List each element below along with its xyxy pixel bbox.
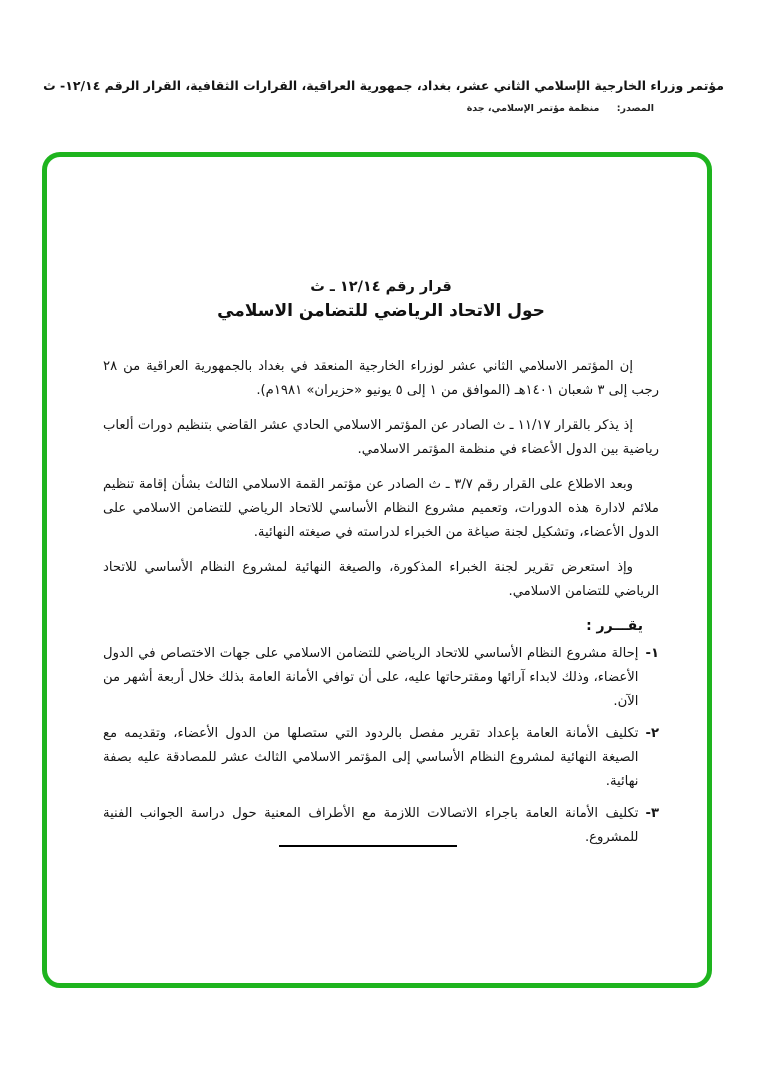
decision-item-3: [103, 802, 659, 850]
paragraph-preamble: إن المؤتمر الاسلامي الثاني عشر لوزراء الخارجية المنعقد في بغداد بالجمهورية العراقية من ٢٨ رجب إلى ٣ شعبان ١٤٠١هـ (الموافق من ١ إلى ٥ يونيو «حزيران» ١٩٨١م).: [103, 359, 659, 398]
paragraph-having-examined: وإذ استعرض تقرير لجنة الخبراء المذكورة، والصيغة النهائية لمشروع النظام الأساسي للاتحاد الرياضي للتضامن الاسلامي.: [103, 560, 659, 599]
decision-1-text: إحالة مشروع النظام الأساسي للاتحاد الرياضي للتضامن الاسلامي على جهات الاختصاص في الدول الأعضاء، وذلك لابداء آرائها ومقترحاتها عليه، على أن توافي الأمانة العامة بذلك خلال أربعة أشهر من الآن.: [103, 646, 639, 709]
decision-1-number: ١-: [645, 646, 659, 661]
decision-item-1: [103, 642, 659, 714]
document-header-title: مؤتمر وزراء الخارجية الإسلامي الثاني عشر، بغداد، جمهورية العراقية، القرارات الثقافية، القرار الرقم ١٢/١٤- ث: [43, 78, 724, 93]
decision-3-text: تكليف الأمانة العامة باجراء الاتصالات اللازمة مع الأطراف المعنية حول دراسة الجوانب الفنية للمشروع.: [103, 806, 639, 845]
decision-2-text: تكليف الأمانة العامة بإعداد تقرير مفصل بالردود التي ستصلها من الدول الأعضاء، وتقديمه مع الصيغة النهائية لمشروع النظام الأساسي إلى المؤتمر الاسلامي الثالث عشر للمصادقة عليه بصفة نهائية.: [103, 726, 639, 789]
source-line: [467, 103, 654, 114]
decision-number-title: قرار رقم ١٢/١٤ ـ ث: [310, 279, 452, 295]
decision-box-content: [103, 279, 659, 858]
decides-label: يقـــرر :: [586, 618, 643, 634]
decision-2-number: ٢-: [645, 726, 659, 741]
decision-box: [42, 152, 712, 988]
paragraph-having-reviewed: وبعد الاطلاع على القرار رقم ٣/٧ ـ ث الصادر عن مؤتمر القمة الاسلامي الثالث بشأن إقامة تنظيم ملائم لادارة هذه الدورات، وتعميم مشروع النظام الأساسي للاتحاد الرياضي للتضامن الاسلامي على الدول الأعضاء، وتشكيل لجنة صياغة من الخبراء لدراسته في صيغته النهائية.: [103, 477, 659, 540]
paragraph-recalling: إذ يذكر بالقرار ١١/١٧ ـ ث الصادر عن المؤتمر الاسلامي الحادي عشر القاضي بتنظيم دورات ألعاب رياضية بين الدول الأعضاء في منظمة المؤتمر الاسلامي.: [103, 418, 659, 457]
end-rule-divider: [279, 845, 457, 847]
decision-3-number: ٣-: [645, 806, 659, 821]
source-label: المصدر:: [616, 103, 654, 114]
decision-item-2: [103, 722, 659, 794]
source-value: منظمة مؤتمر الإسلامي، جدة: [466, 103, 600, 114]
decision-subject-title: حول الاتحاد الرياضي للتضامن الاسلامي: [217, 301, 545, 321]
